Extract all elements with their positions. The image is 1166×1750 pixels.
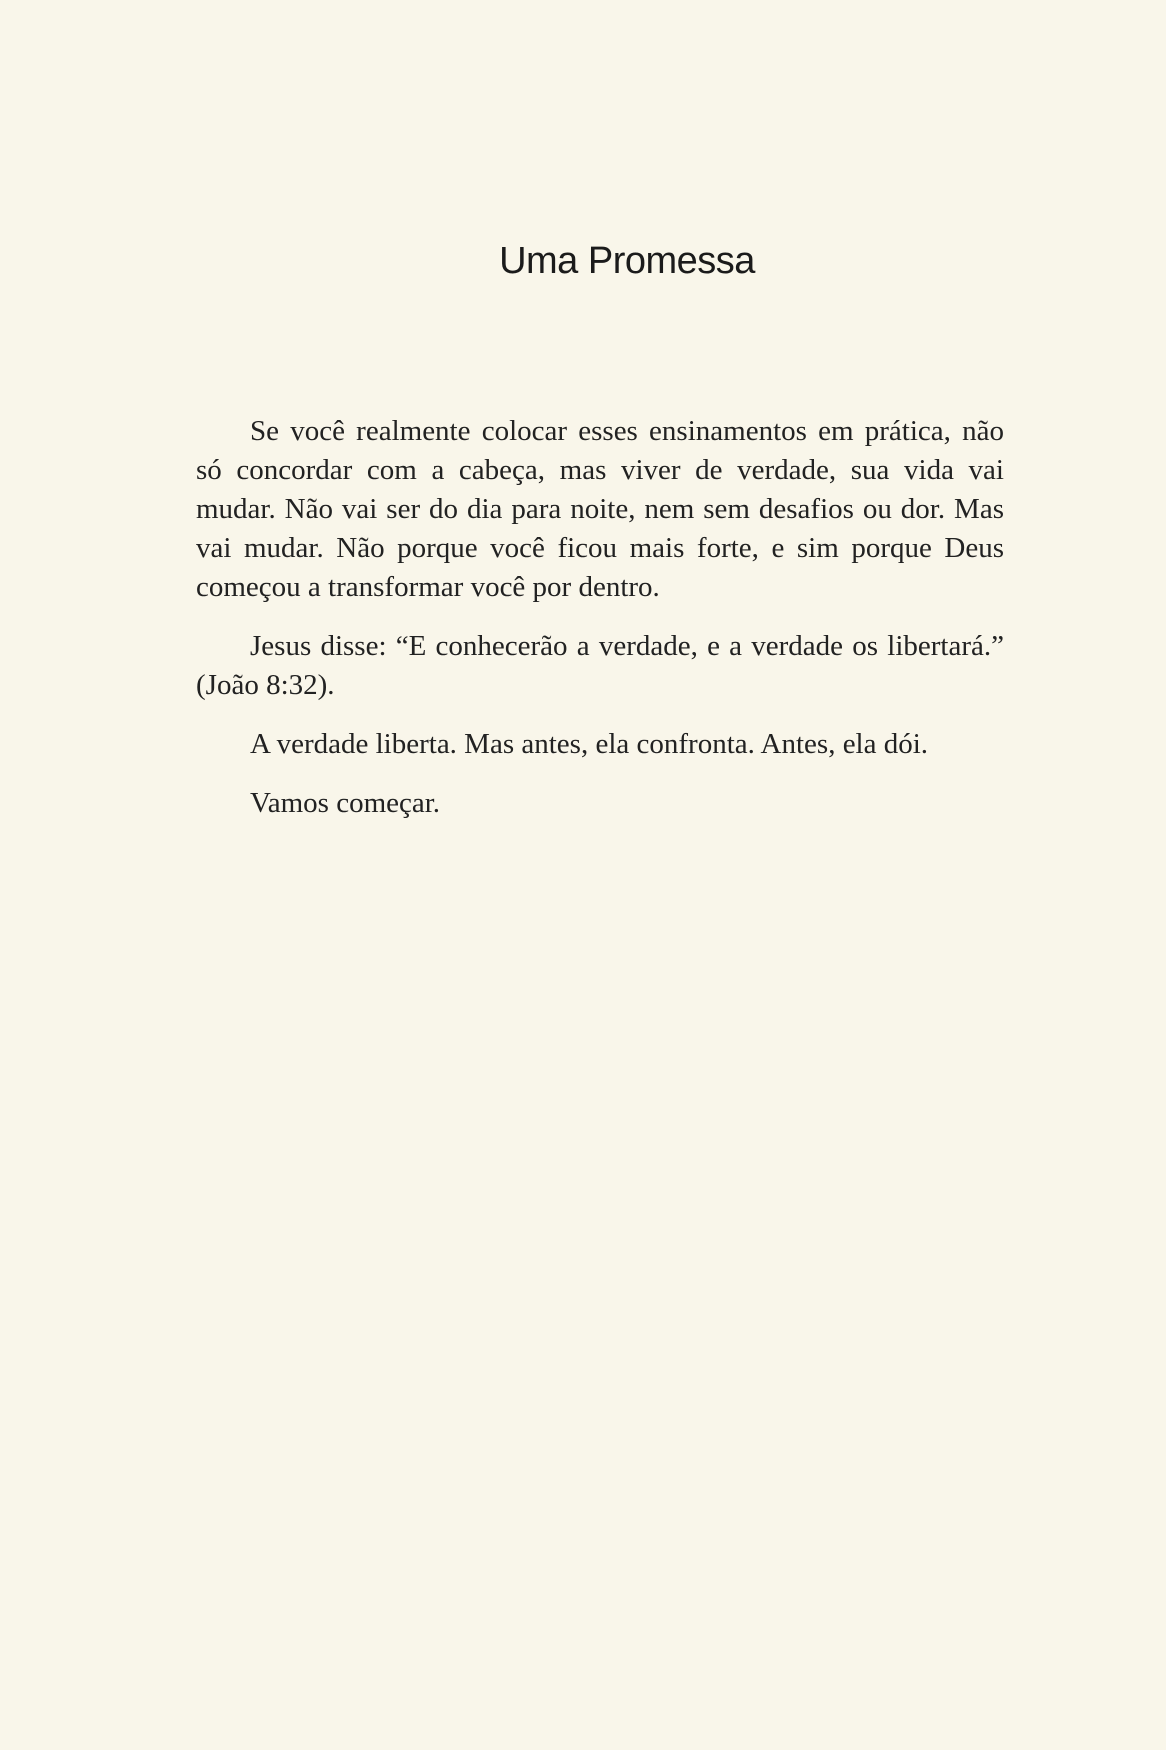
paragraph: A verdade liberta. Mas antes, ela confronta. Antes, ela dói. — [250, 728, 929, 760]
chapter-title: Uma Promessa — [499, 240, 755, 282]
paragraph: Vamos começar. — [250, 787, 441, 819]
paragraph: Se você realmente colocar esses ensinamentos em prática, não só concordar com a cabeça, mas viver de verdade, sua vida vai mudar. Não vai ser do dia para noite, nem sem desafios ou dor. Mas vai mudar. Não porque você ficou mais forte, e sim porque Deus começou a transformar você por dentro. — [196, 415, 1004, 603]
chapter-body — [196, 412, 1004, 843]
paragraph: Jesus disse: “E conhecerão a verdade, e a verdade os libertará.” (João 8:32). — [196, 630, 1004, 701]
